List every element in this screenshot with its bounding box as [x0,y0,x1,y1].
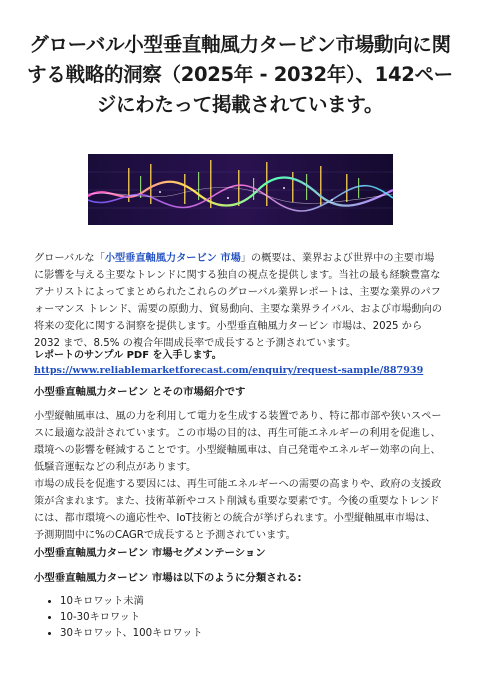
page-title: グローバル小型垂直軸風力タービン市場動向に関する戦略的洞察（2025年 - 2032年）、142ページにわたって掲載されています。 [27,33,453,116]
intro-pre: グローバルな「 [34,253,105,264]
section-heading-intro: 小型垂直軸風力タービン とその市場紹介です [34,386,246,398]
market-link[interactable]: 小型垂直軸風力タービン 市場 [104,253,241,264]
sample-request [34,348,444,378]
intro-paragraph [34,250,444,352]
segmentation-subheading: 小型垂直軸風力タービン 市場は以下のように分類される: [34,572,302,584]
intro-section-paragraph-2: 市場の成長を促進する要因には、再生可能エネルギーへの需要の高まりや、政府の支援政策が含まれます。また、技術革新やコスト削減も重要な要素です。今後の重要なトレンドには、都市環境への適応性や、IoT技術との統合が挙げられます。小型縦軸風車市場は、予測期間中に%のCAGRで成長すると予測されています。 [34,479,442,541]
list-item: • 10-30キロワット [60,610,440,626]
banner-image [88,154,393,225]
segmentation-list [46,594,440,642]
sample-label: レポートのサンプル PDF を入手します。 [34,350,222,361]
section-heading-segmentation: 小型垂直軸風力タービン 市場セグメンテーション [34,547,266,559]
sample-url-link[interactable]: https://www.reliablemarketforecast.com/enquiry/request-sample/887939 [34,365,424,376]
intro-section-paragraph-1: 小型縦軸風車は、風の力を利用して電力を生成する装置であり、特に都市部や狭いスペースに最適な設計されています。この市場の目的は、再生可能エネルギーの利用を促進し、環境への影響を軽減することです。小型縦軸風車は、自己発電やエネルギー効率の向上、低騒音運転などの利点があります。 [34,411,442,473]
list-item: • 10キロワット未満 [60,594,440,610]
list-item: • 30キロワット、100キロワット [60,626,440,642]
intro-post: 」の概要は、業界および世界中の主要市場に影響を与える主要なトレンドに関する独自の視点を提供します。当社の最も経験豊富なアナリストによってまとめられたこれらのグローバル業界レポートは、主要な業界のパフォーマンス トレンド、需要の原動力、貿易動向、主要な業界ライバル、および市場動向の将来の変化に関する洞察を提供します。小型垂直軸風力タービン 市場は、2025 から 2032 まで、8.5% の複合年間成長率で成長すると予測されています。 [34,253,442,349]
